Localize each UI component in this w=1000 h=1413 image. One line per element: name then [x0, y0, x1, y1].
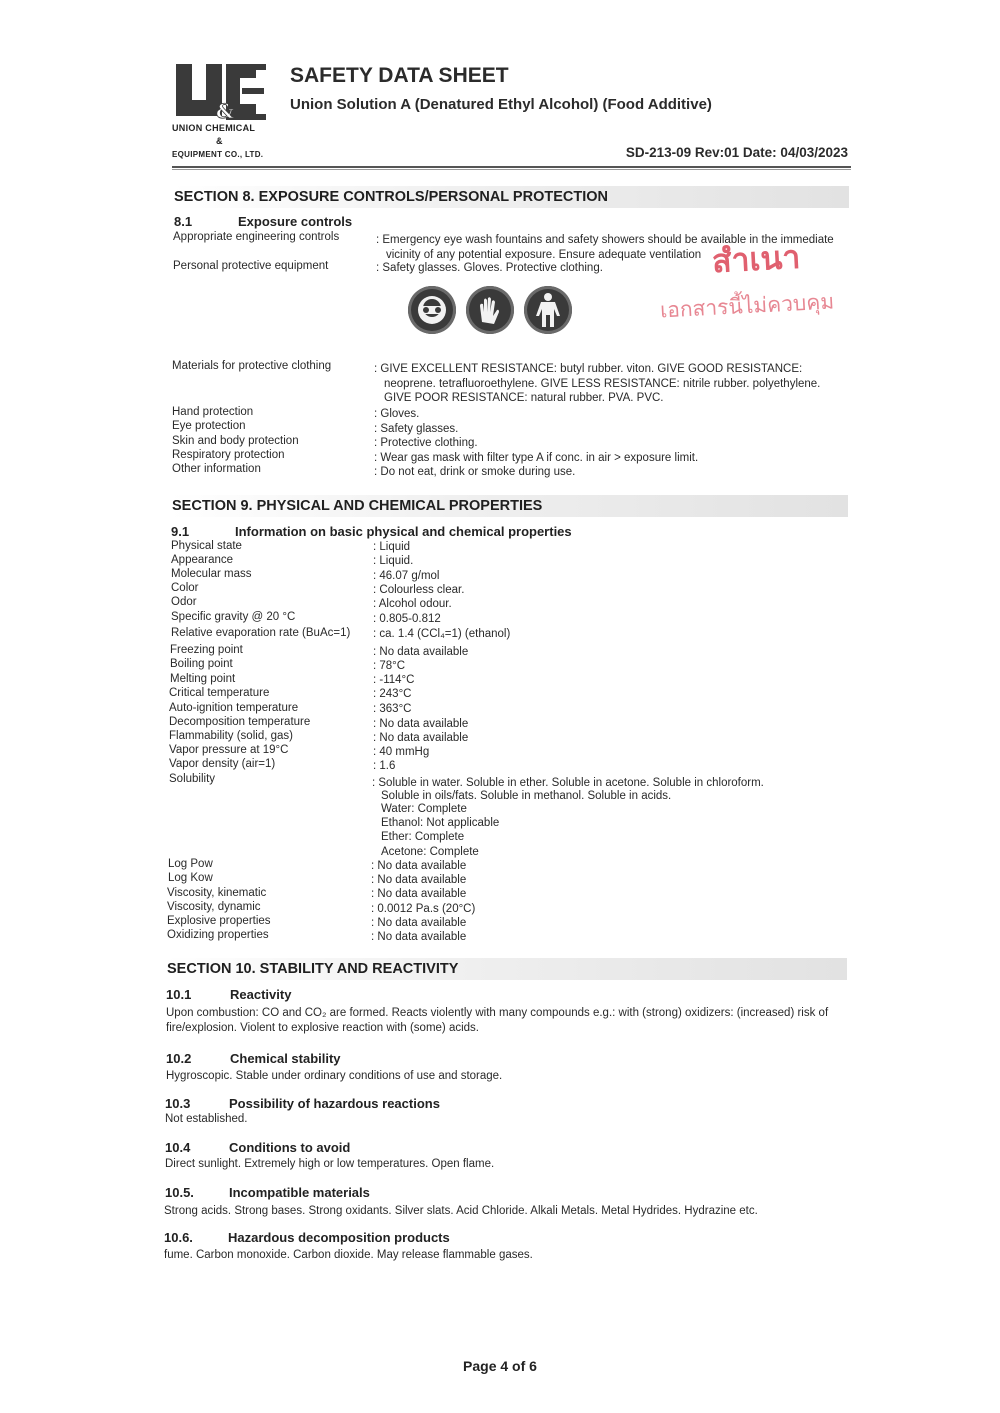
page-number: Page 4 of 6: [463, 1358, 537, 1374]
skin-protection-value: : Protective clothing.: [374, 437, 478, 449]
subsection-10-6-heading: [164, 1230, 450, 1245]
copy-stamp-line-2: เอกสารนี้ไม่ควบคุม: [659, 290, 835, 323]
materials-value-cont-1: neoprene. tetrafluoroethylene. GIVE LESS RESISTANCE: nitrile rubber. polyethylene.: [384, 378, 821, 390]
property-value: : No data available: [373, 732, 469, 744]
header-divider-thin: [172, 169, 851, 170]
respiratory-protection-label: Respiratory protection: [172, 449, 285, 461]
document-reference: SD-213-09 Rev:01 Date: 04/03/2023: [625, 145, 848, 160]
ppe-label: Personal protective equipment: [173, 260, 329, 272]
subsection-8-1-heading: [174, 214, 352, 229]
subsection-10-2-heading: [166, 1051, 341, 1066]
property-value: : No data available: [371, 888, 467, 900]
logo-caption-line-2: &: [216, 136, 223, 146]
materials-value-cont-2: GIVE POOR RESISTANCE: natural rubber. PVA. PVC.: [384, 392, 664, 404]
logo-caption-line-1: UNION CHEMICAL: [172, 123, 256, 133]
property-value: : 78°C: [373, 660, 406, 672]
hazardous-reactions-text: Not established.: [165, 1113, 248, 1125]
subsection-number: 10.6.: [164, 1230, 193, 1245]
property-label: Auto-ignition temperature: [169, 702, 299, 714]
materials-label: Materials for protective clothing: [172, 360, 332, 372]
property-label: Decomposition temperature: [169, 716, 311, 728]
section-8-heading: SECTION 8. EXPOSURE CONTROLS/PERSONAL PROTECTION: [172, 186, 849, 208]
property-label: Freezing point: [170, 644, 243, 656]
property-value: : 243°C: [373, 688, 412, 700]
other-information-value: : Do not eat, drink or smoke during use.: [374, 466, 576, 478]
svg-text:&: &: [216, 99, 235, 122]
property-label: Odor: [171, 596, 197, 608]
property-label: Solubility: [169, 773, 216, 785]
subsection-title: Conditions to avoid: [229, 1140, 351, 1155]
property-label: Appearance: [171, 554, 234, 566]
materials-value: : GIVE EXCELLENT RESISTANCE: butyl rubber. viton. GIVE GOOD RESISTANCE:: [374, 363, 803, 375]
hand-protection-value: : Gloves.: [374, 408, 420, 420]
subsection-9-1-heading: [171, 524, 572, 539]
subsection-title: Incompatible materials: [229, 1185, 370, 1200]
safety-glasses-icon: [408, 286, 456, 334]
subsection-title: Possibility of hazardous reactions: [229, 1096, 440, 1111]
property-value: : 0.0012 Pa.s (20°C): [371, 903, 476, 915]
uce-logo-icon: [172, 62, 268, 122]
company-logo: [172, 62, 270, 158]
reactivity-text: Upon combustion: CO and CO₂ are formed. Reacts violently with many compounds e.g.: with (strong) oxidizers: (increased) risk of: [166, 1007, 829, 1019]
engineering-controls-value: : Emergency eye wash fountains and safety showers should be available in the immediate: [376, 234, 834, 246]
property-value: : Alcohol odour.: [373, 598, 452, 610]
property-value: : No data available: [371, 860, 467, 872]
solubility-detail: Acetone: Complete: [381, 846, 479, 858]
property-label: Molecular mass: [171, 568, 252, 580]
incompatible-materials-text: Strong acids. Strong bases. Strong oxidants. Silver slats. Acid Chloride. Alkali Metals. Metal Hydrides. Hydrazine etc.: [164, 1205, 758, 1217]
engineering-controls-value-cont: vicinity of any potential exposure. Ensure adequate ventilation: [386, 249, 702, 261]
property-value: : Liquid: [373, 541, 411, 553]
property-value: : ca. 1.4 (CCl₄=1) (ethanol): [373, 628, 511, 640]
property-label: Color: [171, 582, 199, 594]
property-value: : -114°C: [373, 674, 415, 686]
property-value: : Soluble in water. Soluble in ether. Soluble in acetone. Soluble in chloroform.: [372, 777, 764, 789]
product-name: Union Solution A (Denatured Ethyl Alcohol) (Food Additive): [290, 96, 712, 113]
subsection-number: 9.1: [171, 524, 190, 539]
property-value: : 40 mmHg: [373, 746, 430, 758]
property-label: Melting point: [170, 673, 236, 685]
property-value: : Liquid.: [373, 555, 414, 567]
ppe-pictograms: [408, 286, 572, 334]
other-information-label: Other information: [172, 463, 261, 475]
subsection-number: 10.5.: [165, 1185, 194, 1200]
property-value: : 1.6: [373, 760, 396, 772]
section-9-heading: SECTION 9. PHYSICAL AND CHEMICAL PROPERTIES: [170, 495, 848, 517]
subsection-10-4-heading: [165, 1140, 350, 1155]
logo-caption-line-3: EQUIPMENT CO., LTD.: [172, 150, 264, 159]
chemical-stability-text: Hygroscopic. Stable under ordinary conditions of use and storage.: [166, 1070, 503, 1082]
skin-protection-label: Skin and body protection: [172, 435, 299, 447]
subsection-10-3-heading: [165, 1096, 440, 1111]
copy-stamp-line-1: สำเนา: [711, 238, 802, 280]
solubility-detail: Ether: Complete: [381, 831, 465, 843]
property-label: Viscosity, kinematic: [167, 887, 267, 899]
subsection-title: Chemical stability: [230, 1051, 341, 1066]
subsection-number: 10.2: [166, 1051, 192, 1066]
subsection-10-1-heading: [166, 987, 291, 1002]
gloves-icon: [466, 286, 514, 334]
subsection-number: 10.3: [165, 1096, 191, 1111]
property-label: Vapor density (air=1): [169, 758, 276, 770]
property-label: Vapor pressure at 19°C: [169, 744, 289, 756]
property-label: Specific gravity @ 20 °C: [171, 611, 296, 623]
solubility-detail: Water: Complete: [381, 803, 467, 815]
hand-protection-label: Hand protection: [172, 406, 254, 418]
property-label: Critical temperature: [169, 687, 270, 699]
property-label: Flammability (solid, gas): [169, 730, 293, 742]
respiratory-protection-value: : Wear gas mask with filter type A if conc. in air > exposure limit.: [374, 452, 699, 464]
eye-protection-value: : Safety glasses.: [374, 423, 459, 435]
property-label: Log Pow: [168, 858, 213, 870]
property-label: Viscosity, dynamic: [167, 901, 261, 913]
solubility-detail: Ethanol: Not applicable: [381, 817, 500, 829]
section-10-heading: SECTION 10. STABILITY AND REACTIVITY: [165, 958, 847, 980]
property-value: : No data available: [371, 917, 467, 929]
subsection-number: 10.4: [165, 1140, 191, 1155]
property-value: : Colourless clear.: [373, 584, 465, 596]
subsection-number: 8.1: [174, 214, 193, 229]
property-label: Explosive properties: [167, 915, 271, 927]
property-label: Physical state: [171, 540, 242, 552]
reactivity-text-cont: fire/explosion. Violent to explosive reaction with (some) acids.: [166, 1022, 479, 1034]
engineering-controls-label: Appropriate engineering controls: [173, 231, 340, 243]
conditions-to-avoid-text: Direct sunlight. Extremely high or low temperatures. Open flame.: [165, 1158, 495, 1170]
property-value: : 363°C: [373, 703, 412, 715]
property-value: : No data available: [371, 931, 467, 943]
property-value: : No data available: [373, 646, 469, 658]
property-label: Boiling point: [170, 658, 233, 670]
property-value: : No data available: [373, 718, 469, 730]
subsection-title: Hazardous decomposition products: [228, 1230, 450, 1245]
subsection-number: 10.1: [166, 987, 192, 1002]
solubility-detail: Soluble in oils/fats. Soluble in methanol. Soluble in acids.: [381, 790, 672, 802]
property-value: : 0.805-0.812: [373, 613, 441, 625]
property-value: : No data available: [371, 874, 467, 886]
property-label: Log Kow: [168, 872, 213, 884]
document-title: SAFETY DATA SHEET: [290, 64, 509, 87]
subsection-title: Reactivity: [230, 987, 292, 1002]
subsection-title: Information on basic physical and chemical properties: [235, 524, 572, 539]
protective-clothing-icon: [524, 286, 572, 334]
subsection-10-5-heading: [165, 1185, 370, 1200]
subsection-title: Exposure controls: [238, 214, 353, 229]
property-label: Oxidizing properties: [167, 929, 269, 941]
property-label: Relative evaporation rate (BuAc=1): [171, 627, 351, 639]
property-value: : 46.07 g/mol: [373, 570, 440, 582]
ppe-value: : Safety glasses. Gloves. Protective clothing.: [376, 262, 603, 274]
eye-protection-label: Eye protection: [172, 420, 246, 432]
header-divider: [172, 166, 851, 168]
decomposition-products-text: fume. Carbon monoxide. Carbon dioxide. May release flammable gases.: [164, 1249, 533, 1261]
